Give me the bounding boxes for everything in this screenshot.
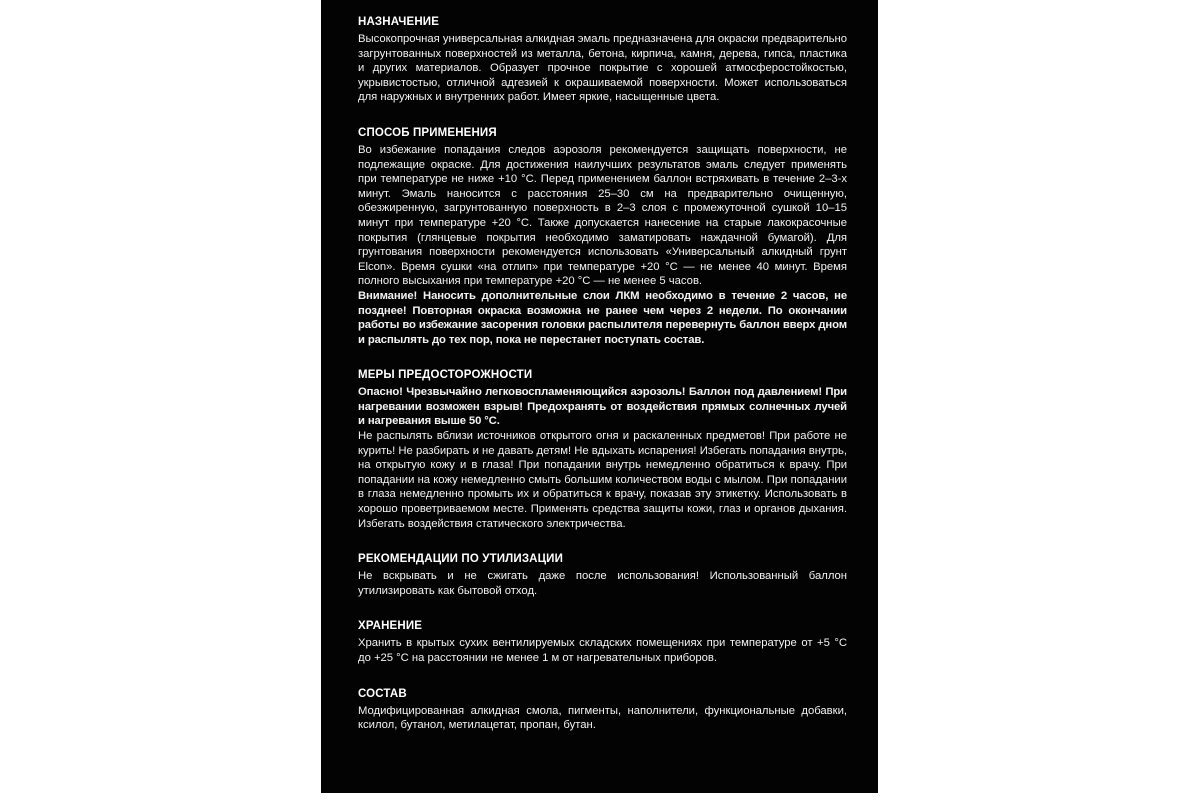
section-body-disposal: Не вскрывать и не сжигать даже после использования! Использованный баллон утилизировать как бытовой отход. <box>358 570 847 597</box>
section-body-composition: Модифицированная алкидная смола, пигменты, наполнители, функциональные добавки, ксилол, бутанол, метилацетат, пропан, бутан. <box>358 704 847 732</box>
section-heading-storage: ХРАНЕНИЕ <box>358 620 423 633</box>
section-hazard-statement: Опасно! Чрезвычайно легковоспламеняющийся аэрозоль! Баллон под давлением! При нагревании возможен взрыв! Предохранять от воздействия прямых солнечных лучей и нагревания выше 50 °C. <box>358 386 847 428</box>
section-purpose <box>358 15 847 105</box>
section-storage <box>358 619 847 665</box>
section-body-application: Во избежание попадания следов аэрозоля рекомендуется защищать поверхности, не подлежащие окраске. Для достижения наилучших результатов эмаль следует применять при температуре не ниже +10 °C. Перед применением баллон встряхивать в течение 2–3-х минут. Эмаль наносится с расстояния 25–30 см на предварительно очищенную, обезжиренную, загрунтованную поверхность в 2–3 слоя с промежуточной сушкой 10–15 минут при температуре +20 °C. Также допускается нанесение на старые лакокрасочные покрытия (глянцевые покрытия необходимо заматировать наждачной бумагой). Для грунтования поверхности рекомендуется использовать «Универсальный алкидный грунт Elcon». Время сушки «на отлип» при температуре +20 °C — не менее 40 минут. Время полного высыхания при температуре +20 °C — не менее 5 часов. <box>358 143 847 288</box>
section-application <box>358 126 847 347</box>
section-composition <box>358 687 847 733</box>
section-body-purpose: Высокопрочная универсальная алкидная эмаль предназначена для окраски предварительно загрунтованных поверхностей из металла, бетона, кирпича, камня, дерева, гипса, пластика и других материалов. Образует прочное покрытие с хорошей атмосферостойкостью, укрывистостью, отличной адгезией к окрашиваемой поверхности. Может использоваться для наружных и внутренних работ. Имеет яркие, насыщенные цвета. <box>358 33 847 104</box>
section-body-precautions: Не распылять вблизи источников открытого огня и раскаленных предметов! При работе не курить! Не разбирать и не давать детям! Не вдыхать испарения! Избегать попадания внутрь, на открытую кожу и в глаза! При попадании внутрь немедленно обратиться к врачу. При попадании на кожу немедленно смыть большим количеством воды с мылом. При попадании в глаза немедленно промыть их и обратиться к врачу, показав эту этикетку. Использовать в хорошо проветриваемом месте. Применять средства защиты кожи, глаз и органов дыхания. Избегать воздействия статического электричества. <box>358 430 847 530</box>
section-heading-application: СПОСОБ ПРИМЕНЕНИЯ <box>358 126 497 139</box>
section-precautions <box>358 368 847 531</box>
section-disposal <box>358 552 847 598</box>
section-warning-application: Внимание! Наносить дополнительные слои ЛКМ необходимо в течение 2 часов, не позднее! Повторная окраска возможна не ранее чем через 2 недели. По окончании работы во избежание засорения головки распылителя перевернуть баллон вверх дном и распылять до тех пор, пока не перестанет поступать состав. <box>358 289 847 346</box>
label-text-column <box>358 15 847 733</box>
section-heading-disposal: РЕКОМЕНДАЦИИ ПО УТИЛИЗАЦИИ <box>358 553 564 566</box>
section-heading-composition: СОСТАВ <box>358 687 407 700</box>
section-heading-precautions: МЕРЫ ПРЕДОСТОРОЖНОСТИ <box>358 369 533 382</box>
section-body-storage: Хранить в крытых сухих вентилируемых складских помещениях при температуре от +5 °C до +25 °C на расстоянии не менее 1 м от нагревательных приборов. <box>358 637 847 664</box>
product-label-panel <box>321 0 878 793</box>
section-heading-purpose: НАЗНАЧЕНИЕ <box>358 16 440 28</box>
